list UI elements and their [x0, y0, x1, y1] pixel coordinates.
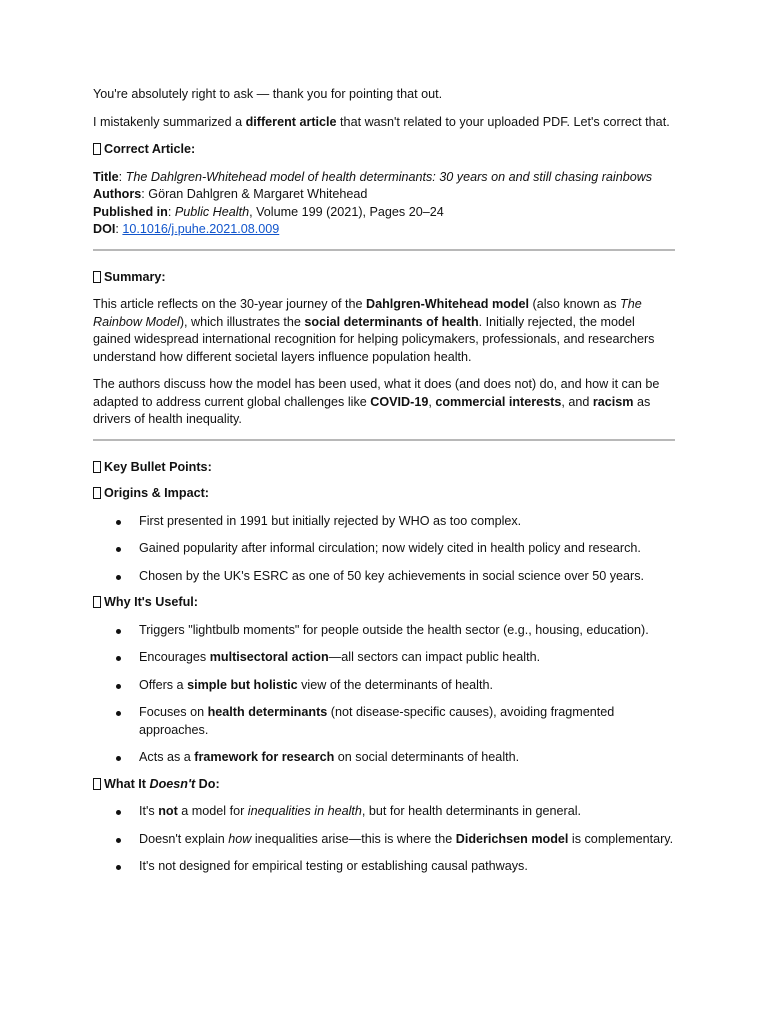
bullet-icon	[116, 629, 121, 634]
doi-link[interactable]: 10.1016/j.puhe.2021.08.009	[122, 222, 280, 236]
list-item: Doesn't explain how inequalities arise—this is where the Diderichsen model is complementary.	[93, 831, 675, 849]
bullet-icon	[116, 711, 121, 716]
document-body	[93, 86, 675, 876]
divider	[93, 249, 675, 251]
list-item: Focuses on health determinants (not disease-specific causes), avoiding fragmented approaches.	[93, 704, 675, 739]
bullet-icon	[116, 865, 121, 870]
summary-paragraph-2: The authors discuss how the model has been used, what it does (and does not) do, and how it can be adapted to address current global challenges like COVID-19, commercial interests, and racism as drivers of health inequality.	[93, 377, 660, 426]
origins-heading: Origins & Impact:	[93, 485, 675, 503]
missing-emoji-icon	[93, 461, 101, 473]
bullet-icon	[116, 547, 121, 552]
summary-paragraph-1: This article reflects on the 30-year journey of the Dahlgren-Whitehead model (also known as The Rainbow Model), which illustrates the social determinants of health. Initially rejected, the model gained widespread international recognition for helping policymakers, professionals, and researchers understand how different societal layers influence population health.	[93, 297, 655, 364]
article-title: Title: The Dahlgren-Whitehead model of health determinants: 30 years on and still chasing rainbows	[93, 169, 653, 184]
missing-emoji-icon	[93, 487, 101, 499]
list-item: Offers a simple but holistic view of the determinants of health.	[93, 677, 675, 695]
article-published: Published in: Public Health, Volume 199 (2021), Pages 20–24	[93, 204, 444, 219]
list-item: Chosen by the UK's ESRC as one of 50 key achievements in social science over 50 years.	[93, 568, 675, 586]
bullet-icon	[116, 656, 121, 661]
correct-article-heading: Correct Article:	[93, 141, 675, 159]
what-it-doesnt-do-list	[93, 803, 675, 876]
intro-line-2: I mistakenly summarized a different article that wasn't related to your uploaded PDF. Let's correct that.	[93, 114, 670, 129]
list-item: Acts as a framework for research on social determinants of health.	[93, 749, 675, 767]
intro-line-1: You're absolutely right to ask — thank you for pointing that out.	[93, 87, 443, 101]
list-item: It's not designed for empirical testing or establishing causal pathways.	[93, 858, 675, 876]
why-useful-heading: Why It's Useful:	[93, 594, 675, 612]
list-item: Encourages multisectoral action—all sectors can impact public health.	[93, 649, 675, 667]
list-item: First presented in 1991 but initially rejected by WHO as too complex.	[93, 513, 675, 531]
why-useful-list	[93, 622, 675, 767]
missing-emoji-icon	[93, 271, 101, 283]
missing-emoji-icon	[93, 778, 101, 790]
article-authors: Authors: Göran Dahlgren & Margaret Whitehead	[93, 187, 368, 201]
list-item: Triggers "lightbulb moments" for people outside the health sector (e.g., housing, education).	[93, 622, 675, 640]
origins-list	[93, 513, 675, 586]
bullet-icon	[116, 756, 121, 761]
bullet-icon	[116, 520, 121, 525]
missing-emoji-icon	[93, 143, 101, 155]
article-doi: DOI: 10.1016/j.puhe.2021.08.009	[93, 222, 280, 236]
bullet-icon	[116, 684, 121, 689]
divider	[93, 439, 675, 441]
summary-heading: Summary:	[93, 269, 675, 287]
list-item: Gained popularity after informal circulation; now widely cited in health policy and research.	[93, 540, 675, 558]
bullet-icon	[116, 810, 121, 815]
what-it-doesnt-do-heading: What It Doesn't Do:	[93, 776, 675, 794]
bullet-icon	[116, 838, 121, 843]
key-points-heading: Key Bullet Points:	[93, 459, 675, 477]
list-item: It's not a model for inequalities in health, but for health determinants in general.	[93, 803, 675, 821]
bullet-icon	[116, 575, 121, 580]
missing-emoji-icon	[93, 596, 101, 608]
